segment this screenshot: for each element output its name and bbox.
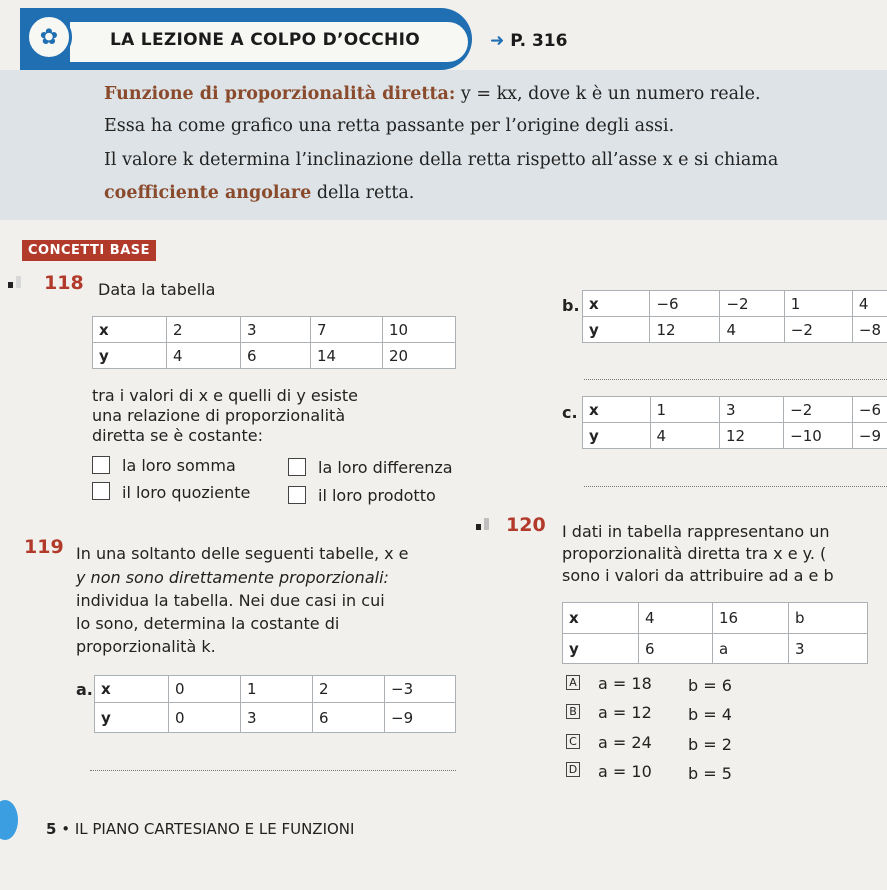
exercise-119-table-a	[94, 675, 456, 733]
answer-D-a: a = 10	[598, 762, 652, 781]
table-cell: a	[713, 634, 789, 664]
table-cell: 3	[241, 703, 313, 733]
option-checkbox-difference[interactable]	[288, 458, 306, 476]
theory-line-1	[104, 84, 761, 104]
option-checkbox-product[interactable]	[288, 486, 306, 504]
table-row	[583, 423, 887, 449]
table-cell: −10	[784, 423, 853, 449]
table-cell: 12	[650, 317, 720, 343]
option-checkbox-sum[interactable]	[92, 456, 110, 474]
table-cell: −9	[852, 423, 887, 449]
table-cell: 7	[311, 317, 383, 343]
table-cell: 6	[639, 634, 713, 664]
exercise-119-table-b	[582, 290, 887, 343]
exercise-118-question-line-1: tra i valori di x e quelli di y esiste	[92, 386, 358, 405]
table-cell: 1	[241, 676, 313, 703]
answer-B-b: b = 4	[688, 705, 732, 724]
exercise-119-table-c	[582, 396, 887, 449]
table-cell: 4	[167, 343, 241, 369]
table-cell: 2	[313, 676, 385, 703]
answer-C-b: b = 2	[688, 735, 732, 754]
page-reference-label: P. 316	[510, 31, 568, 51]
theory-line-3: Il valore k determina l’inclinazione della retta rispetto all’asse x e si chiama	[104, 150, 779, 170]
exercise-118-question-line-3: diretta se è costante:	[92, 426, 263, 445]
theory-term-function: Funzione di proporzionalità diretta:	[104, 84, 456, 104]
table-cell: 20	[383, 343, 456, 369]
table-cell: x	[95, 676, 169, 703]
table-cell: −9	[385, 703, 456, 733]
exercise-119-line-1: In una soltanto delle seguenti tabelle, x e	[76, 544, 409, 563]
option-label-product: il loro prodotto	[318, 486, 436, 505]
table-cell: x	[93, 317, 167, 343]
exercise-120-line-3: sono i valori da attribuire ad a e b	[562, 566, 834, 585]
exercise-119-line-2: y non sono direttamente proporzionali:	[76, 568, 389, 587]
option-label-quotient: il loro quoziente	[122, 483, 251, 502]
table-a-label: a.	[76, 680, 93, 699]
exercise-120-table	[562, 602, 868, 664]
answer-A-a: a = 18	[598, 674, 652, 693]
table-b-label: b.	[562, 296, 580, 315]
theory-term-slope: coefficiente angolare	[104, 183, 312, 203]
table-row	[583, 397, 887, 423]
table-row	[583, 317, 887, 343]
option-checkbox-quotient[interactable]	[92, 482, 110, 500]
table-cell: −2	[784, 397, 853, 423]
difficulty-mark	[16, 276, 21, 288]
table-cell: 6	[241, 343, 311, 369]
table-cell: 3	[789, 634, 868, 664]
table-row	[583, 291, 887, 317]
table-cell: y	[563, 634, 639, 664]
exercise-119-line-3: individua la tabella. Nei due casi in cui	[76, 591, 385, 610]
table-cell: 14	[311, 343, 383, 369]
exercise-120-number: 120	[506, 514, 546, 536]
answer-option-B[interactable]: B	[566, 704, 580, 719]
exercise-118-table	[92, 316, 456, 369]
table-row	[93, 317, 456, 343]
exercise-119-line-5: proporzionalità k.	[76, 637, 216, 656]
table-cell: x	[563, 603, 639, 634]
option-label-difference: la loro differenza	[318, 458, 453, 477]
exercise-120-line-1: I dati in tabella rappresentano un	[562, 522, 830, 541]
theory-line-4	[104, 183, 414, 203]
table-cell: −3	[385, 676, 456, 703]
table-cell: 4	[852, 291, 887, 317]
exercise-120-line-2: proporzionalità diretta tra x e y. (	[562, 544, 827, 563]
answer-line-a[interactable]	[90, 770, 456, 771]
answer-option-C[interactable]: C	[566, 734, 580, 749]
table-cell: 1	[784, 291, 852, 317]
bullet-icon: •	[56, 820, 75, 838]
answer-A-b: b = 6	[688, 676, 732, 695]
table-cell: y	[95, 703, 169, 733]
table-cell: 4	[650, 423, 719, 449]
exercise-118-question-line-2: una relazione di proporzionalità	[92, 406, 346, 425]
difficulty-mark	[8, 282, 13, 288]
table-row	[563, 603, 868, 634]
answer-line-b[interactable]	[584, 379, 887, 380]
answer-D-b: b = 5	[688, 764, 732, 783]
table-row	[563, 634, 868, 664]
table-c-label: c.	[562, 403, 578, 422]
answer-C-a: a = 24	[598, 733, 652, 752]
table-cell: −6	[650, 291, 720, 317]
table-cell: 1	[650, 397, 719, 423]
header-title: LA LEZIONE A COLPO D’OCCHIO	[110, 30, 420, 50]
table-cell: −6	[852, 397, 887, 423]
table-cell: x	[583, 397, 651, 423]
page-reference[interactable]	[490, 31, 567, 51]
exercise-119-number: 119	[24, 536, 64, 558]
table-cell: 0	[169, 703, 241, 733]
table-cell: 0	[169, 676, 241, 703]
table-cell: −2	[784, 317, 852, 343]
table-cell: −2	[720, 291, 784, 317]
answer-option-D[interactable]: D	[566, 762, 580, 777]
exercise-118-lead: Data la tabella	[98, 280, 216, 299]
table-cell: 3	[241, 317, 311, 343]
table-cell: −8	[852, 317, 887, 343]
lesson-logo-icon: ✿	[26, 14, 72, 60]
difficulty-mark	[484, 518, 489, 530]
table-cell: 12	[719, 423, 783, 449]
exercise-119-line-4: lo sono, determina la costante di	[76, 614, 340, 633]
table-row	[93, 343, 456, 369]
table-cell: y	[583, 423, 651, 449]
table-cell: b	[789, 603, 868, 634]
footer-page-number: 5	[46, 820, 57, 838]
table-cell: x	[583, 291, 650, 317]
answer-B-a: a = 12	[598, 703, 652, 722]
concept-tag: CONCETTI BASE	[22, 240, 156, 261]
table-row	[95, 703, 456, 733]
table-cell: 3	[719, 397, 783, 423]
answer-line-c[interactable]	[584, 486, 887, 487]
option-label-sum: la loro somma	[122, 456, 236, 475]
table-cell: 4	[639, 603, 713, 634]
table-cell: y	[93, 343, 167, 369]
difficulty-mark	[476, 524, 481, 530]
table-cell: 2	[167, 317, 241, 343]
theory-panel	[0, 70, 887, 220]
table-cell: 16	[713, 603, 789, 634]
table-cell: 6	[313, 703, 385, 733]
footer-chapter: IL PIANO CARTESIANO E LE FUNZIONI	[74, 820, 355, 838]
answer-option-A[interactable]: A	[566, 675, 580, 690]
arrow-right-icon: ➜	[490, 31, 505, 51]
table-cell: 10	[383, 317, 456, 343]
theory-line-1-rest: y = kx, dove k è un numero reale.	[455, 84, 761, 104]
table-cell: 4	[720, 317, 784, 343]
table-row	[95, 676, 456, 703]
footer	[46, 820, 354, 838]
theory-line-2: Essa ha come grafico una retta passante per l’origine degli assi.	[104, 116, 675, 136]
theory-line-4-rest: della retta.	[311, 183, 415, 203]
page-tab-marker	[0, 800, 18, 840]
exercise-118-number: 118	[44, 272, 84, 294]
table-cell: y	[583, 317, 650, 343]
